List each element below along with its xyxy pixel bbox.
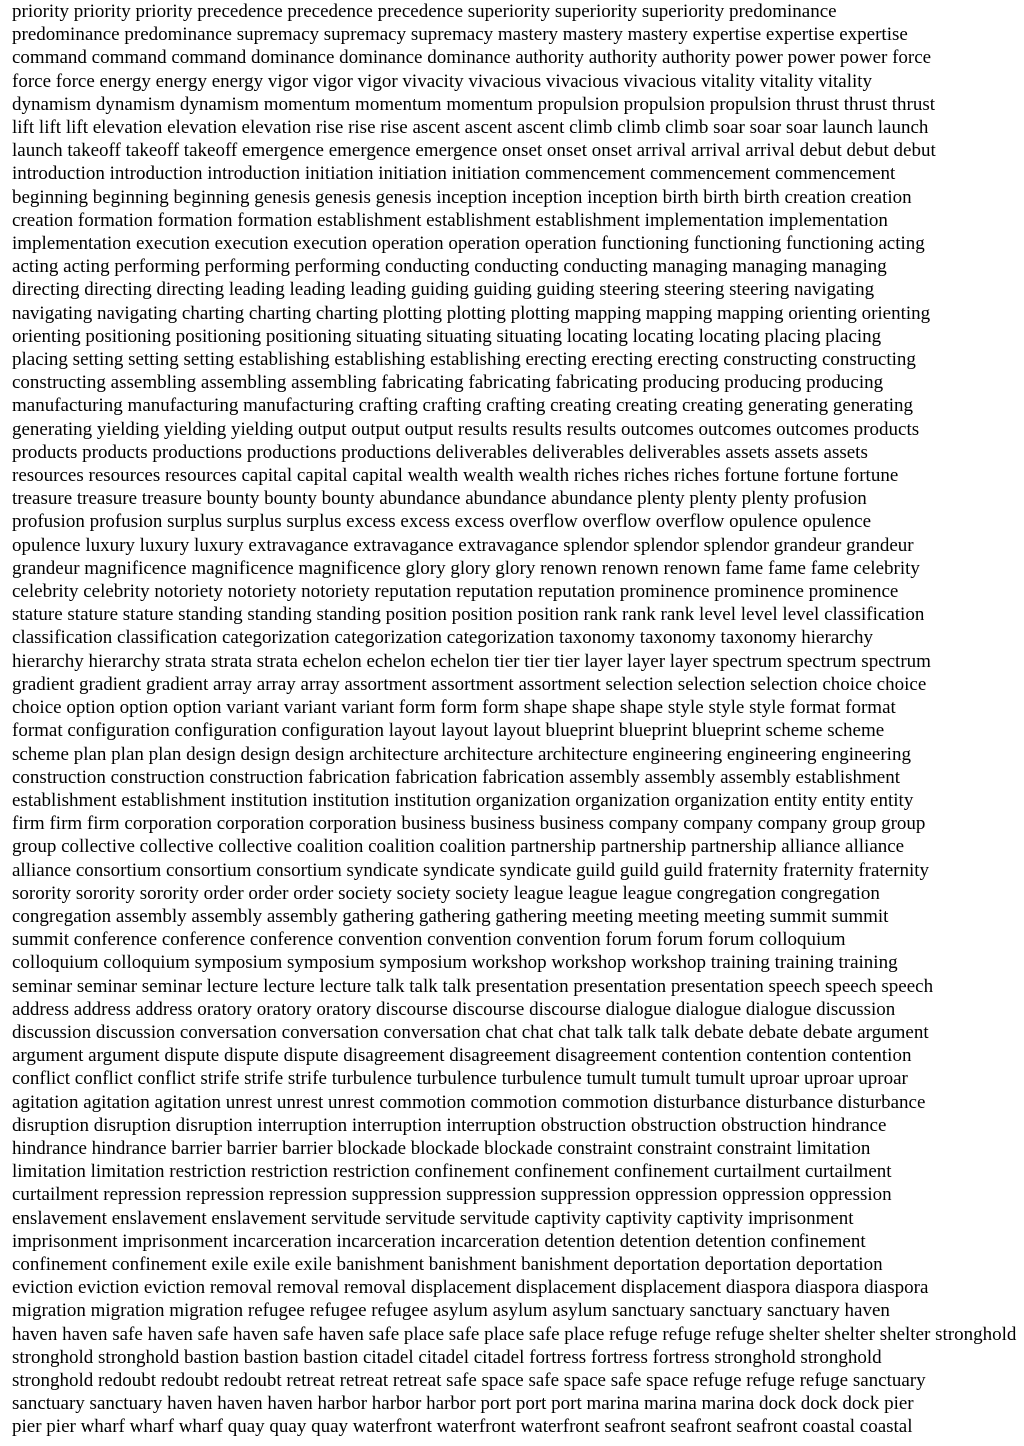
text-line: firm firm firm corporation corporation corporation business business business company company company group group [12,813,926,835]
text-line: generating yielding yielding yielding output output output results results results outcomes outcomes outcomes products [12,418,920,440]
text-line: limitation limitation restriction restriction restriction confinement confinement confinement curtailment curtailment [12,1161,892,1183]
text-line: pier pier wharf wharf wharf quay quay quay waterfront waterfront waterfront seafront seafront seafront coastal coastal [12,1416,913,1438]
text-line: conflict conflict conflict strife strife strife turbulence turbulence turbulence tumult tumult tumult uproar uproar uproar [12,1068,908,1090]
text-line: directing directing directing leading leading leading guiding guiding guiding steering steering steering navigating [12,279,875,301]
text-line: force force energy energy energy vigor vigor vigor vivacity vivacious vivacious vivacious vitality vitality vitality [12,70,873,92]
text-line: seminar seminar seminar lecture lecture lecture talk talk talk presentation presentation presentation speech speech speech [12,975,934,997]
text-line: sanctuary sanctuary haven haven haven harbor harbor harbor port port port marina marina marina dock dock dock pier [12,1393,914,1415]
text-line: group collective collective collective coalition coalition coalition partnership partnership partnership alliance alliance [12,836,905,858]
text-line: dynamism dynamism dynamism momentum momentum momentum propulsion propulsion propulsion thrust thrust thrust [12,93,936,115]
text-line: hindrance hindrance barrier barrier barrier blockade blockade blockade constraint constraint constraint limitation [12,1137,871,1159]
text-line: gradient gradient gradient array array array assortment assortment assortment selection selection selection choice choice [12,673,927,695]
text-line: stature stature stature standing standing standing position position position rank rank rank level level level classification [12,604,925,626]
text-line: lift lift lift elevation elevation elevation rise rise rise ascent ascent ascent climb climb climb soar soar soar launch launch [12,117,929,139]
text-line: scheme plan plan plan design design design architecture architecture architecture engineering engineering engineering [12,743,911,765]
text-line: grandeur magnificence magnificence magnificence glory glory glory renown renown renown fame fame fame celebrity [12,557,920,579]
text-line: curtailment repression repression repression suppression suppression suppression oppression oppression oppression [12,1184,892,1206]
text-line: priority priority priority precedence precedence precedence superiority superiority superiority predominance [12,1,837,22]
text-line: imprisonment imprisonment incarceration incarceration incarceration detention detention detention confinement [12,1230,866,1252]
text-line: launch takeoff takeoff takeoff emergence emergence emergence onset onset onset arrival arrival arrival debut debut debut [12,140,936,162]
text-line: address address address oratory oratory oratory discourse discourse discourse dialogue dialogue dialogue discussion [12,998,896,1020]
text-line: classification classification categorization categorization categorization taxonomy taxonomy taxonomy hierarchy [12,627,874,649]
text-line: creation formation formation formation establishment establishment establishment implementation implementation [12,209,888,231]
text-line: orienting positioning positioning positioning situating situating situating locating locating locating placing placing [12,325,882,347]
text-line: implementation execution execution execution operation operation operation functioning functioning functioning acting [12,233,925,255]
text-line: agitation agitation agitation unrest unrest unrest commotion commotion commotion disturbance disturbance disturbance [12,1091,926,1113]
text-line: colloquium colloquium symposium symposium symposium workshop workshop workshop training training training [12,952,898,974]
document-page [12,0,1020,1439]
text-line: celebrity celebrity notoriety notoriety notoriety reputation reputation reputation prominence prominence prominence [12,581,899,603]
text-line: congregation assembly assembly assembly gathering gathering gathering meeting meeting meeting summit summit [12,905,889,927]
text-line: establishment establishment institution institution institution organization organization organization entity entity entity [12,789,914,811]
text-line: placing setting setting setting establishing establishing establishing erecting erecting erecting constructing constructing [12,349,916,371]
text-line: stronghold redoubt redoubt redoubt retreat retreat retreat safe space safe space safe space refuge refuge refuge sanctuary [12,1369,926,1391]
text-line: choice option option option variant variant variant form form form shape shape shape style style style format format [12,697,896,719]
text-line: migration migration migration refugee refugee refugee asylum asylum asylum sanctuary sanctuary sanctuary haven [12,1300,890,1322]
text-line: eviction eviction eviction removal removal removal displacement displacement displacement diaspora diaspora diaspora [12,1277,929,1299]
text-line: acting acting performing performing performing conducting conducting conducting managing managing managing [12,256,887,278]
text-line: stronghold stronghold bastion bastion bastion citadel citadel citadel fortress fortress fortress stronghold stronghold [12,1346,882,1368]
text-line: navigating navigating charting charting charting plotting plotting plotting mapping mapping mapping orienting orienting [12,302,931,324]
text-line: alliance consortium consortium consortium syndicate syndicate syndicate guild guild guild fraternity fraternity fraternity [12,859,930,881]
text-line: beginning beginning beginning genesis genesis genesis inception inception inception birth birth birth creation creation [12,186,912,208]
text-line: haven haven safe haven safe haven safe haven safe place safe place safe place refuge refuge refuge shelter shelter shelter stronghold [12,1323,1017,1345]
text-line: opulence luxury luxury luxury extravagance extravagance extravagance splendor splendor splendor grandeur grandeur [12,534,914,556]
text-line: sorority sorority sorority order order order society society society league league league congregation congregation [12,882,880,904]
text-line: command command command dominance dominance dominance authority authority authority power power power force [12,47,932,69]
text-line: constructing assembling assembling assembling fabricating fabricating fabricating producing producing producing [12,372,884,394]
text-line: summit conference conference conference convention convention convention forum forum forum colloquium [12,929,846,951]
text-line: manufacturing manufacturing manufacturing crafting crafting crafting creating creating creating generating generating [12,395,914,417]
text-line: treasure treasure treasure bounty bounty bounty abundance abundance abundance plenty plenty plenty profusion [12,488,867,510]
text-line: construction construction construction fabrication fabrication fabrication assembly assembly assembly establishment [12,766,901,788]
text-line: format configuration configuration configuration layout layout layout blueprint blueprint blueprint scheme scheme [12,720,885,742]
text-line: predominance predominance supremacy supremacy supremacy mastery mastery mastery expertise expertise expertise [12,24,908,46]
text-line: resources resources resources capital capital capital wealth wealth wealth riches riches riches fortune fortune fortune [12,465,899,487]
text-line: enslavement enslavement enslavement servitude servitude servitude captivity captivity captivity imprisonment [12,1207,854,1229]
text-line: discussion discussion conversation conversation conversation chat chat chat talk talk talk debate debate debate argument [12,1021,929,1043]
text-line: profusion profusion surplus surplus surplus excess excess excess overflow overflow overflow opulence opulence [12,511,872,533]
text-line: confinement confinement exile exile exile banishment banishment banishment deportation deportation deportation [12,1253,883,1275]
text-line: products products productions productions productions deliverables deliverables deliverables assets assets assets [12,441,868,463]
text-line: disruption disruption disruption interruption interruption interruption obstruction obstruction obstruction hindrance [12,1114,887,1136]
text-line: hierarchy hierarchy strata strata strata echelon echelon echelon tier tier tier layer layer layer spectrum spectrum spectrum [12,650,931,672]
text-line: introduction introduction introduction initiation initiation initiation commencement commencement commencement [12,163,896,185]
text-line: argument argument dispute dispute dispute disagreement disagreement disagreement contention contention contention [12,1045,912,1067]
